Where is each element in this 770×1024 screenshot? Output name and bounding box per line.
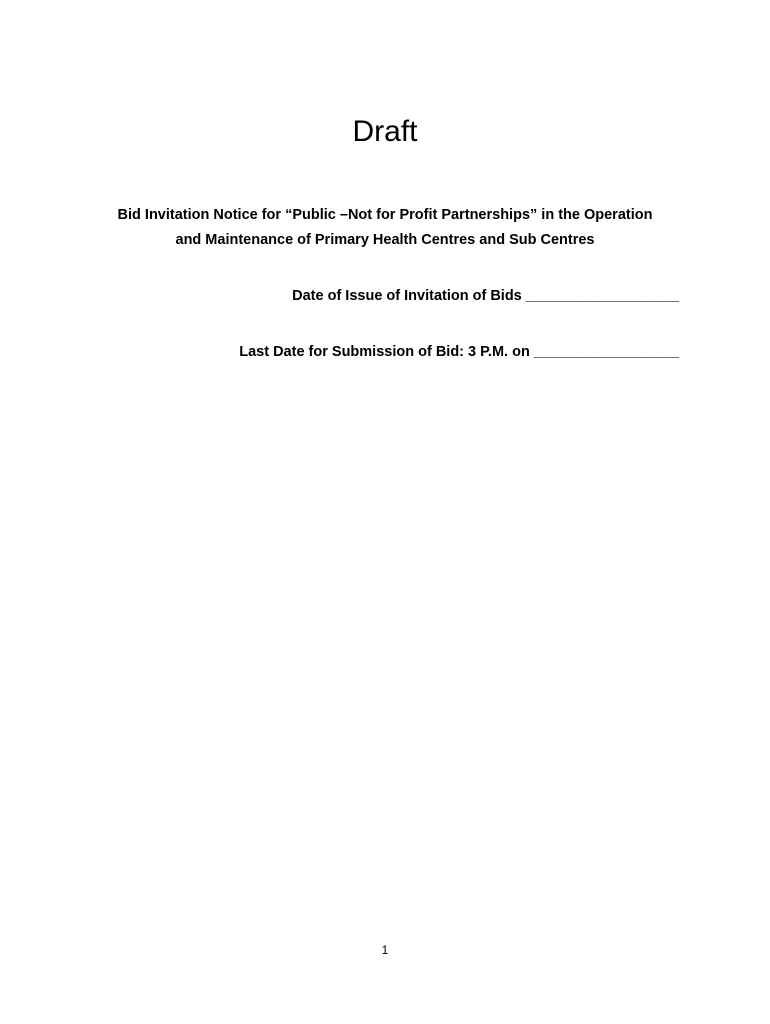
submission-deadline-line: Last Date for Submission of Bid: 3 P.M. on __________________ <box>239 344 679 360</box>
bid-notice-heading <box>60 203 710 253</box>
page-number: 1 <box>381 943 389 957</box>
heading-line-2: and Maintenance of Primary Health Centres and Sub Centres <box>175 232 595 248</box>
heading-line-1: Bid Invitation Notice for “Public –Not for Profit Partnerships” in the Operation <box>117 207 653 223</box>
issue-date-line: Date of Issue of Invitation of Bids ___________________ <box>292 288 679 304</box>
document-title: Draft <box>352 115 418 148</box>
